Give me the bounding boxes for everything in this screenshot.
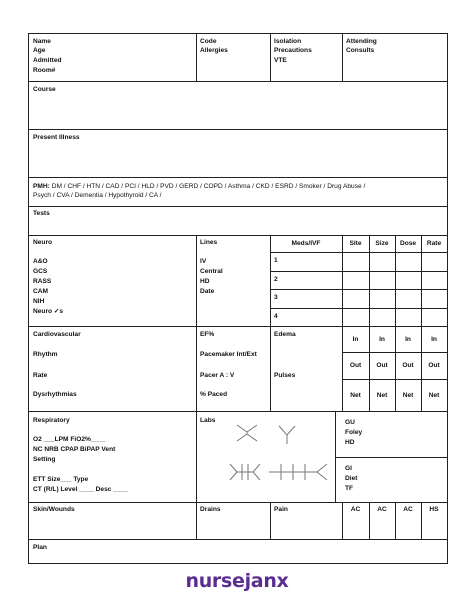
field-o2: O2 ___LPM FiO2%____ bbox=[33, 436, 106, 443]
section-tests: Tests bbox=[33, 210, 50, 217]
field-paced: % Paced bbox=[200, 391, 228, 398]
field-ef: EF% bbox=[200, 331, 215, 338]
field-vte: VTE bbox=[274, 57, 287, 64]
divider bbox=[270, 502, 271, 539]
io-net: Net bbox=[350, 391, 361, 399]
neuro-item: CAM bbox=[33, 288, 49, 295]
gi-item: GI bbox=[345, 465, 352, 472]
meds-header: Meds/IVF bbox=[291, 240, 321, 247]
lab-diagram-cbc bbox=[230, 464, 260, 480]
io-net: Net bbox=[402, 391, 414, 399]
divider bbox=[342, 34, 343, 81]
divider bbox=[270, 308, 447, 309]
section-course: Course bbox=[33, 86, 56, 93]
io-out: Out bbox=[376, 362, 388, 369]
meds-row-number: 4 bbox=[274, 313, 278, 320]
divider bbox=[196, 34, 197, 81]
gi-item: TF bbox=[345, 485, 354, 492]
field-admitted: Admitted bbox=[33, 57, 62, 64]
brand-logo: nursejanx bbox=[185, 570, 289, 592]
divider bbox=[335, 457, 447, 458]
field-pacer: Pacer A : V bbox=[200, 372, 235, 379]
io-net: Net bbox=[376, 391, 388, 399]
field-setting: Setting bbox=[33, 456, 56, 463]
lab-diagram-y bbox=[279, 426, 295, 444]
neuro-item: NIH bbox=[33, 298, 45, 305]
io-out: Out bbox=[402, 362, 414, 369]
divider bbox=[29, 129, 447, 130]
section-pain: Pain bbox=[274, 506, 288, 513]
section-respiratory: Respiratory bbox=[33, 417, 70, 424]
lines-item: Date bbox=[200, 288, 215, 295]
divider bbox=[270, 271, 447, 272]
report-sheet bbox=[28, 33, 448, 564]
section-cardiovascular: Cardiovascular bbox=[33, 331, 81, 338]
field-allergies: Allergies bbox=[200, 47, 228, 54]
pmh-line-1 bbox=[33, 184, 365, 191]
divider bbox=[270, 289, 447, 290]
col-size: Size bbox=[375, 240, 389, 247]
divider bbox=[29, 502, 447, 503]
lines-item: Central bbox=[200, 268, 223, 275]
field-pulses: Pulses bbox=[274, 372, 296, 379]
field-attending: Attending bbox=[346, 38, 377, 45]
io-in: In bbox=[405, 335, 411, 343]
pmh-line-2: Psych / CVA / Dementia / Hypothyroid / CA / bbox=[33, 192, 162, 199]
divider bbox=[270, 235, 271, 411]
section-skin-wounds: Skin/Wounds bbox=[33, 506, 75, 513]
cardio-item: Rate bbox=[33, 372, 48, 379]
field-ct: CT (R/L) Level ____ Desc ____ bbox=[33, 486, 128, 493]
section-present-illness: Present Illness bbox=[33, 134, 80, 141]
field-devices: NC NRB CPAP BiPAP Vent bbox=[33, 446, 116, 453]
col-site: Site bbox=[349, 240, 362, 247]
divider bbox=[270, 34, 271, 81]
neuro-item: Neuro ✓s bbox=[33, 308, 64, 315]
field-ett: ETT Size___ Type bbox=[33, 476, 89, 483]
io-net: Net bbox=[428, 391, 440, 399]
section-drains: Drains bbox=[200, 506, 221, 513]
field-precautions: Precautions bbox=[274, 47, 312, 54]
gu-item: Foley bbox=[345, 429, 363, 436]
gi-item: Diet bbox=[345, 475, 358, 482]
section-lines: Lines bbox=[200, 239, 218, 246]
check-ac: AC bbox=[350, 506, 361, 513]
pmh-conditions: DM / CHF / HTN / CAD / PCI / HLD / PVD / GERD / COPD / Asthma / CKD / ESRD / Smoker / Drug Abuse / bbox=[49, 183, 366, 190]
cardio-item: Rhythm bbox=[33, 351, 58, 358]
section-neuro: Neuro bbox=[33, 239, 53, 246]
cardio-item: Dysrhythmias bbox=[33, 391, 77, 398]
section-labs: Labs bbox=[200, 417, 216, 424]
meds-row-number: 2 bbox=[274, 276, 278, 283]
io-in: In bbox=[352, 335, 359, 343]
field-name: Name bbox=[33, 38, 51, 45]
divider bbox=[29, 206, 447, 207]
gu-item: GU bbox=[345, 419, 355, 426]
divider bbox=[29, 177, 447, 178]
check-ac: AC bbox=[403, 506, 413, 513]
field-age: Age bbox=[33, 47, 46, 54]
divider bbox=[29, 81, 447, 82]
pmh-label: PMH: bbox=[33, 183, 50, 190]
gu-item: HD bbox=[345, 439, 355, 446]
col-dose: Dose bbox=[399, 240, 417, 247]
neuro-item: RASS bbox=[33, 278, 52, 285]
lab-diagram-bmp bbox=[269, 464, 327, 480]
field-edema: Edema bbox=[274, 331, 296, 338]
lines-item: HD bbox=[200, 278, 210, 285]
col-rate: Rate bbox=[426, 240, 442, 247]
lines-item: IV bbox=[200, 258, 207, 265]
meds-row-number: 1 bbox=[274, 257, 278, 264]
io-out: Out bbox=[428, 362, 440, 369]
field-code: Code bbox=[200, 38, 217, 45]
check-ac: AC bbox=[377, 506, 387, 513]
io-in: In bbox=[431, 335, 437, 343]
io-out: Out bbox=[349, 362, 362, 369]
field-consults: Consults bbox=[346, 47, 375, 54]
field-room: Room# bbox=[33, 67, 56, 74]
section-plan: Plan bbox=[33, 544, 47, 551]
lab-diagram-x bbox=[237, 425, 257, 441]
meds-row-number: 3 bbox=[274, 294, 278, 301]
lab-fishbone-diagrams bbox=[197, 412, 335, 502]
check-hs: HS bbox=[429, 506, 439, 513]
field-pacemaker: Pacemaker Int/Ext bbox=[200, 351, 257, 358]
neuro-item: GCS bbox=[33, 268, 48, 275]
divider bbox=[29, 539, 447, 540]
io-in: In bbox=[379, 335, 385, 343]
neuro-item: A&O bbox=[33, 258, 48, 265]
field-isolation: Isolation bbox=[274, 38, 302, 45]
divider bbox=[270, 252, 447, 253]
